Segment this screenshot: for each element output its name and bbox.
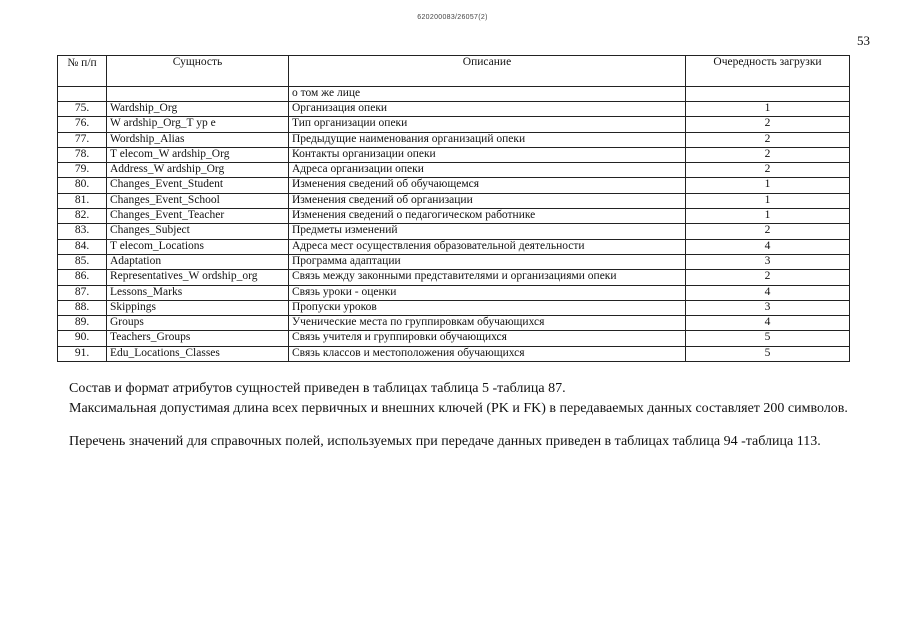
cell-num: 84.	[58, 239, 107, 254]
cell-entity: Changes_Subject	[107, 224, 289, 239]
cell-description: Программа адаптации	[289, 254, 686, 269]
cell-description: Контакты организации опеки	[289, 147, 686, 162]
cell-entity: Adaptation	[107, 254, 289, 269]
document-id: 620200083/26057(2)	[417, 14, 488, 21]
cell-order: 3	[686, 300, 850, 315]
cell-description: Ученические места по группировкам обучающихся	[289, 316, 686, 331]
cell-entity: Representatives_W ordship_org	[107, 270, 289, 285]
cell-order: 5	[686, 331, 850, 346]
cell-order: 1	[686, 193, 850, 208]
cell-description: Адреса организации опеки	[289, 163, 686, 178]
cell-entity: T elecom_Locations	[107, 239, 289, 254]
cell-entity: Skippings	[107, 300, 289, 315]
cell-order: 2	[686, 147, 850, 162]
cell-entity: Address_W ardship_Org	[107, 163, 289, 178]
table-row	[58, 117, 850, 132]
cell-num: 83.	[58, 224, 107, 239]
cell-num: 78.	[58, 147, 107, 162]
cell-description: Изменения сведений об обучающемся	[289, 178, 686, 193]
cell-order: 2	[686, 132, 850, 147]
table-row	[58, 102, 850, 117]
cell-order: 2	[686, 224, 850, 239]
cell-num: 80.	[58, 178, 107, 193]
table-row	[58, 254, 850, 269]
paragraph-reference-values-text: Перечень значений для справочных полей, используемых при передаче данных приведен в таблицах таблица 94 -таблица 113.	[69, 434, 821, 449]
cell-description: Изменения сведений о педагогическом работнике	[289, 209, 686, 224]
table-row	[58, 193, 850, 208]
table-row	[58, 178, 850, 193]
cell-order	[686, 87, 850, 102]
cell-order: 2	[686, 163, 850, 178]
continuation-row	[58, 87, 850, 102]
table-row	[58, 300, 850, 315]
cell-num: 77.	[58, 132, 107, 147]
paragraph-key-length-text: Максимальная допустимая длина всех первичных и внешних ключей (PK и FK) в передаваемых данных составляет 200 символов.	[69, 401, 848, 416]
cell-description: Изменения сведений об организации	[289, 193, 686, 208]
cell-num	[58, 87, 107, 102]
cell-num: 88.	[58, 300, 107, 315]
table-row	[58, 147, 850, 162]
cell-entity: Lessons_Marks	[107, 285, 289, 300]
cell-num: 85.	[58, 254, 107, 269]
cell-order: 4	[686, 285, 850, 300]
cell-order: 1	[686, 102, 850, 117]
cell-description: Связь уроки - оценки	[289, 285, 686, 300]
cell-num: 81.	[58, 193, 107, 208]
cell-num: 90.	[58, 331, 107, 346]
table-row	[58, 270, 850, 285]
cell-description: Предыдущие наименования организаций опеки	[289, 132, 686, 147]
cell-order: 1	[686, 178, 850, 193]
header-num: № п/п	[58, 56, 107, 87]
table-header-row	[58, 56, 850, 87]
cell-description: Организация опеки	[289, 102, 686, 117]
cell-entity: W ardship_Org_T yp e	[107, 117, 289, 132]
cell-entity: T elecom_W ardship_Org	[107, 147, 289, 162]
cell-num: 79.	[58, 163, 107, 178]
paragraph-reference-values	[57, 432, 849, 451]
cell-description: Связь между законными представителями и организациями опеки	[289, 270, 686, 285]
paragraph-key-length	[57, 399, 849, 418]
cell-num: 87.	[58, 285, 107, 300]
table-row	[58, 209, 850, 224]
cell-description: Связь учителя и группировки обучающихся	[289, 331, 686, 346]
cell-entity: Wardship_Org	[107, 102, 289, 117]
cell-order: 2	[686, 270, 850, 285]
cell-entity: Teachers_Groups	[107, 331, 289, 346]
cell-description: Связь классов и местоположения обучающихся	[289, 346, 686, 361]
paragraph-attributes-format: Состав и формат атрибутов сущностей приведен в таблицах таблица 5 -таблица 87.	[69, 381, 566, 396]
cell-entity: Changes_Event_Student	[107, 178, 289, 193]
page-number: 53	[857, 33, 870, 48]
cell-description: о том же лице	[289, 87, 686, 102]
header-order: Очередность загрузки	[686, 56, 850, 87]
table-row	[58, 163, 850, 178]
cell-order: 4	[686, 239, 850, 254]
table-row	[58, 331, 850, 346]
cell-entity: Edu_Locations_Classes	[107, 346, 289, 361]
cell-entity: Changes_Event_Teacher	[107, 209, 289, 224]
table-row	[58, 316, 850, 331]
cell-order: 4	[686, 316, 850, 331]
header-description: Описание	[289, 56, 686, 87]
cell-num: 91.	[58, 346, 107, 361]
entities-table	[57, 55, 850, 362]
cell-num: 86.	[58, 270, 107, 285]
cell-order: 5	[686, 346, 850, 361]
header-entity: Сущность	[107, 56, 289, 87]
cell-entity: Groups	[107, 316, 289, 331]
cell-entity	[107, 87, 289, 102]
table-row	[58, 132, 850, 147]
cell-num: 89.	[58, 316, 107, 331]
cell-num: 82.	[58, 209, 107, 224]
table-row	[58, 224, 850, 239]
table-row	[58, 285, 850, 300]
cell-num: 76.	[58, 117, 107, 132]
cell-description: Тип организации опеки	[289, 117, 686, 132]
cell-entity: Wordship_Alias	[107, 132, 289, 147]
cell-num: 75.	[58, 102, 107, 117]
cell-description: Адреса мест осуществления образовательной деятельности	[289, 239, 686, 254]
table-row	[58, 239, 850, 254]
cell-description: Предметы изменений	[289, 224, 686, 239]
cell-description: Пропуски уроков	[289, 300, 686, 315]
cell-order: 3	[686, 254, 850, 269]
cell-entity: Changes_Event_School	[107, 193, 289, 208]
cell-order: 1	[686, 209, 850, 224]
cell-order: 2	[686, 117, 850, 132]
table-row	[58, 346, 850, 361]
